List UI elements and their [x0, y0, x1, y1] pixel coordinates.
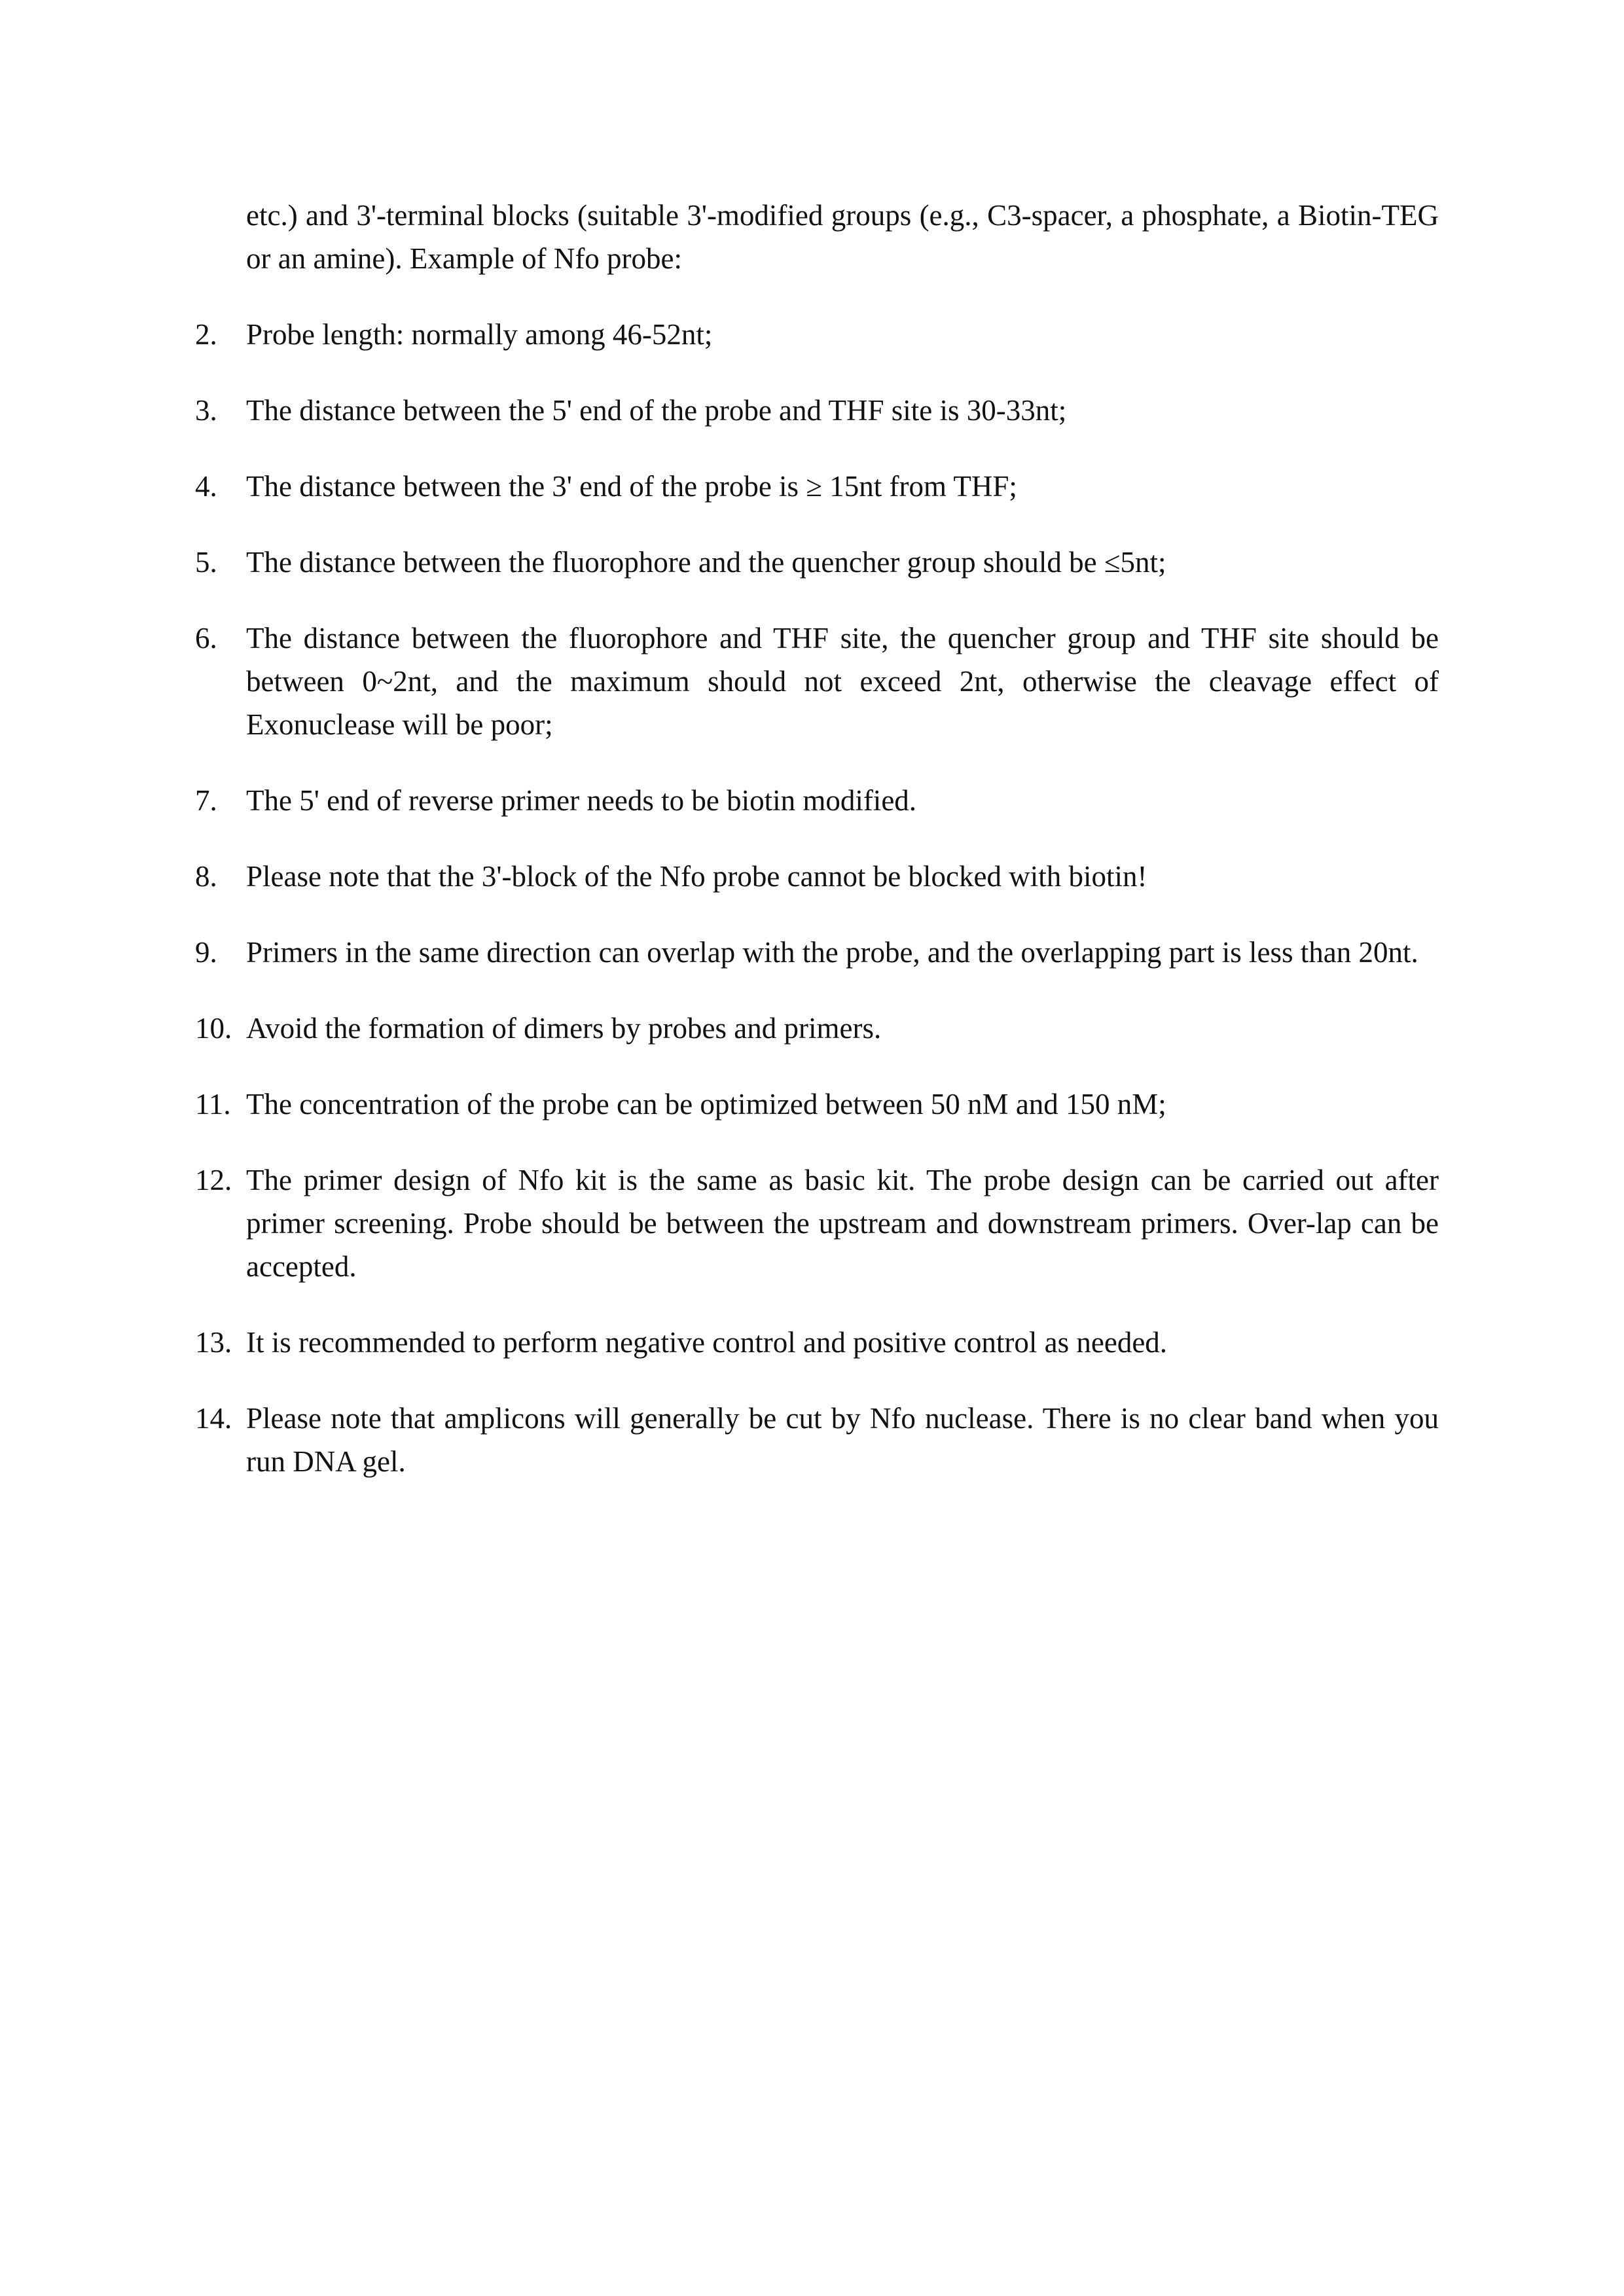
list-item	[195, 1158, 1439, 1288]
list-item-text: The distance between the 5' end of the probe and THF site is 30-33nt;	[246, 394, 1067, 427]
list-item-text: The distance between the 3' end of the probe is ≥ 15nt from THF;	[246, 470, 1017, 503]
list-item-number: 3.	[195, 394, 217, 427]
list-item-number: 6.	[195, 622, 217, 655]
list-item	[195, 541, 1439, 584]
list-item-number: 7.	[195, 784, 217, 817]
list-item-text: The primer design of Nfo kit is the same as basic kit. The probe design can be carried out after primer screening. Probe should be between the upstream and downstream primers. Over-lap can be accepted.	[246, 1164, 1439, 1283]
list-item	[195, 465, 1439, 508]
list-item	[195, 1321, 1439, 1364]
list-item-text: Avoid the formation of dimers by probes and primers.	[246, 1012, 882, 1045]
list-item-number: 12.	[195, 1164, 232, 1196]
list-item	[195, 855, 1439, 898]
list-item-text: Please note that the 3'-block of the Nfo probe cannot be blocked with biotin!	[246, 860, 1147, 893]
list-item	[195, 931, 1439, 974]
list-item-number: 4.	[195, 470, 217, 503]
list-item-text: The distance between the fluorophore and the quencher group should be ≤5nt;	[246, 546, 1166, 579]
list-item-number: 8.	[195, 860, 217, 893]
list-item-text: Primers in the same direction can overlap with the probe, and the overlapping part is less than 20nt.	[246, 936, 1418, 969]
list-item-text: The concentration of the probe can be optimized between 50 nM and 150 nM;	[246, 1088, 1166, 1121]
list-item-text: It is recommended to perform negative control and positive control as needed.	[246, 1326, 1168, 1359]
list-item-text: The 5' end of reverse primer needs to be biotin modified.	[246, 784, 917, 817]
document-body	[195, 194, 1439, 1516]
list-item	[195, 313, 1439, 356]
list-item	[195, 1397, 1439, 1483]
list-item-number: 10.	[195, 1012, 232, 1045]
list-item	[195, 389, 1439, 432]
list-item	[195, 779, 1439, 822]
list-item-number: 9.	[195, 936, 217, 969]
list-item-number: 14.	[195, 1402, 232, 1435]
continued-paragraph: etc.) and 3'-terminal blocks (suitable 3'-modified groups (e.g., C3-spacer, a phosphate, a Biotin-TEG or an amine). Example of Nfo probe:	[246, 199, 1439, 275]
list-item	[195, 1007, 1439, 1050]
list-item-number: 2.	[195, 318, 217, 351]
list-item-number: 13.	[195, 1326, 232, 1359]
list-item-text: Probe length: normally among 46-52nt;	[246, 318, 713, 351]
list-item-text: Please note that amplicons will generally be cut by Nfo nuclease. There is no clear band when you run DNA gel.	[246, 1402, 1439, 1478]
list-item	[195, 617, 1439, 746]
list-item-number: 11.	[195, 1088, 231, 1121]
numbered-list	[195, 313, 1439, 1483]
list-item	[195, 1083, 1439, 1126]
list-item-text: The distance between the fluorophore and THF site, the quencher group and THF site should be between 0~2nt, and the maximum should not exceed 2nt, otherwise the cleavage effect of Exonuclease will be poor;	[246, 622, 1439, 741]
list-item-number: 5.	[195, 546, 217, 579]
